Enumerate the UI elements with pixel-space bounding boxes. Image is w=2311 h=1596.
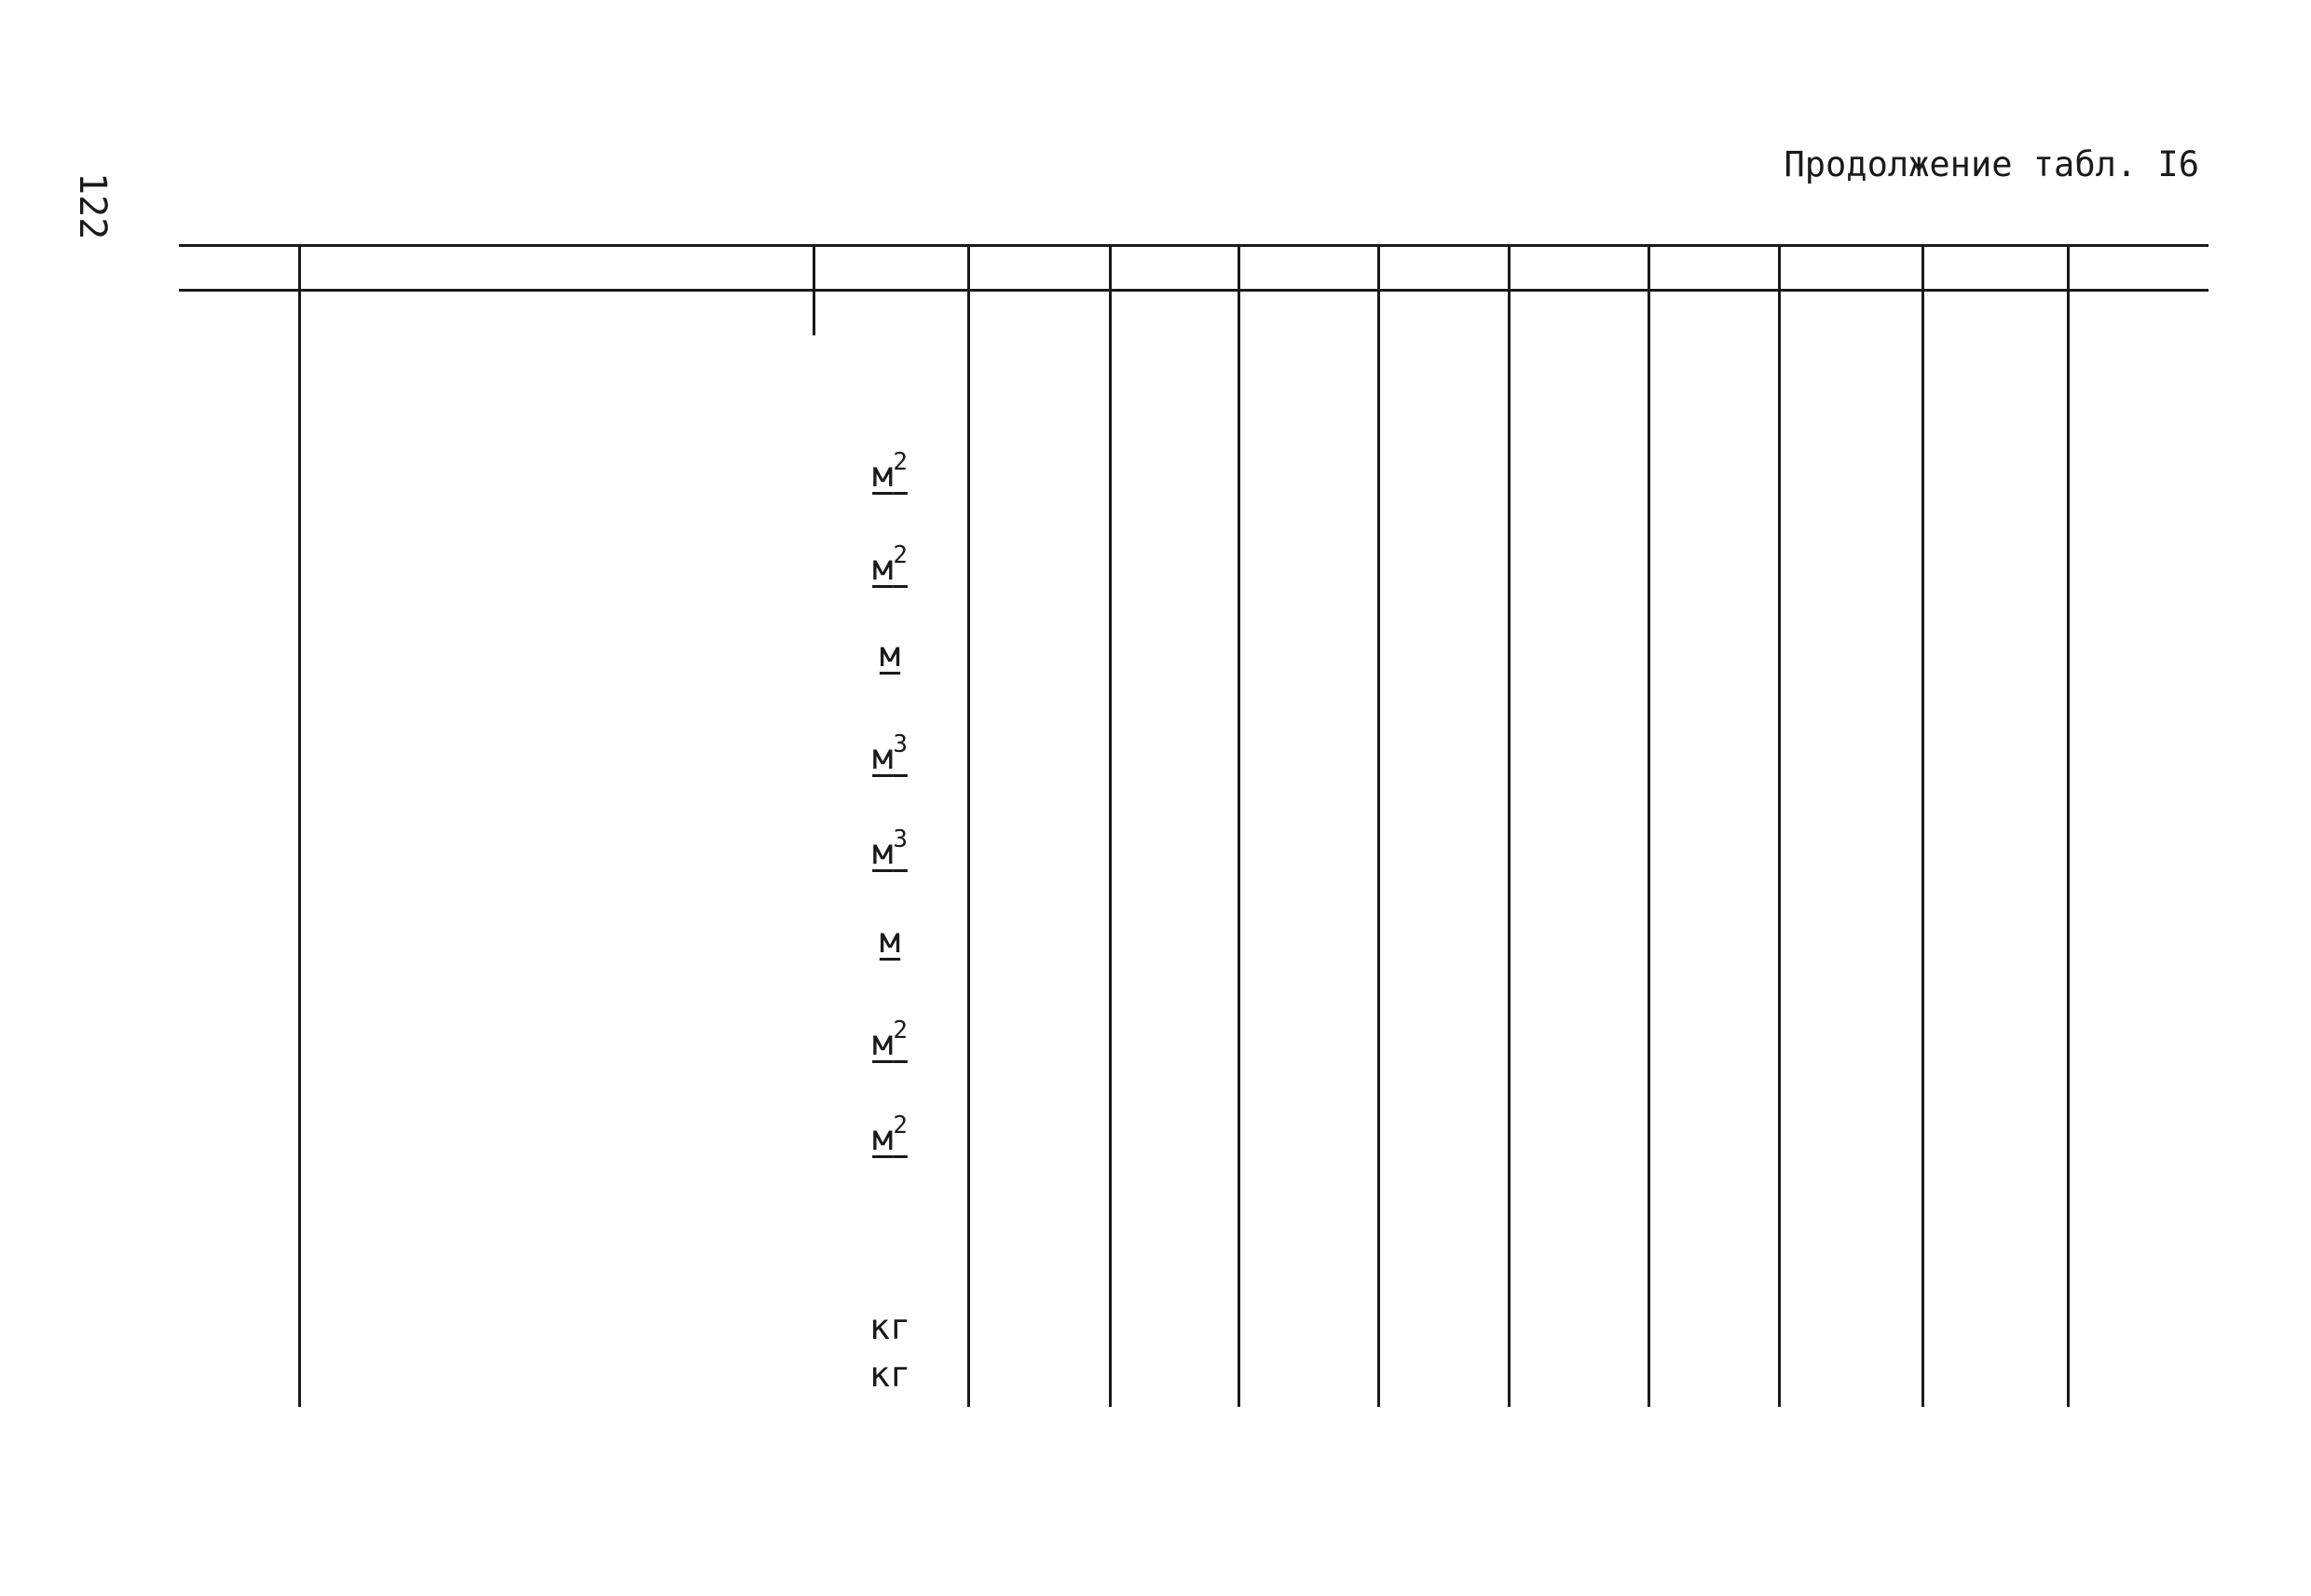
unit-top	[843, 1307, 937, 1347]
unit-exponent: 2	[893, 541, 908, 569]
unit-text: м	[872, 548, 894, 589]
column-rule	[1377, 244, 1380, 1407]
unit-exponent: 3	[893, 825, 908, 853]
data-table	[179, 231, 2208, 1414]
table-rule	[179, 244, 2208, 247]
unit-text: м	[872, 1023, 894, 1064]
unit-top	[843, 541, 937, 589]
column-rule	[298, 244, 301, 1407]
unit-top	[843, 921, 937, 961]
table-rule	[179, 289, 2208, 292]
unit-top	[843, 1016, 937, 1064]
unit-text: м	[872, 737, 894, 778]
unit-top	[843, 1112, 937, 1159]
unit-text: м	[879, 634, 901, 675]
unit-top	[843, 730, 937, 778]
unit-text: кг	[868, 1355, 911, 1395]
column-rule	[1921, 244, 1924, 1407]
unit-text: м	[872, 832, 894, 873]
column-rule	[1238, 244, 1240, 1407]
unit-text: кг	[868, 1307, 911, 1347]
unit-top	[843, 825, 937, 873]
unit-exponent: 2	[893, 448, 908, 476]
unit-top	[843, 1355, 937, 1395]
unit-text: м	[872, 455, 894, 496]
column-rule	[1508, 244, 1511, 1407]
unit-exponent: 3	[893, 730, 908, 758]
unit-top	[843, 634, 937, 675]
page-number: 122	[71, 172, 114, 240]
unit-exponent: 2	[893, 1112, 908, 1139]
column-rule	[2067, 244, 2070, 1407]
table-caption: Продолжение табл. I6	[1784, 144, 2199, 184]
column-rule	[813, 244, 815, 335]
column-rule	[967, 244, 970, 1407]
column-rule	[1109, 244, 1112, 1407]
column-rule	[1648, 244, 1650, 1407]
unit-text: м	[879, 921, 901, 961]
unit-text: м	[872, 1118, 894, 1159]
column-rule	[1778, 244, 1781, 1407]
unit-exponent: 2	[893, 1016, 908, 1044]
unit-top	[843, 448, 937, 496]
